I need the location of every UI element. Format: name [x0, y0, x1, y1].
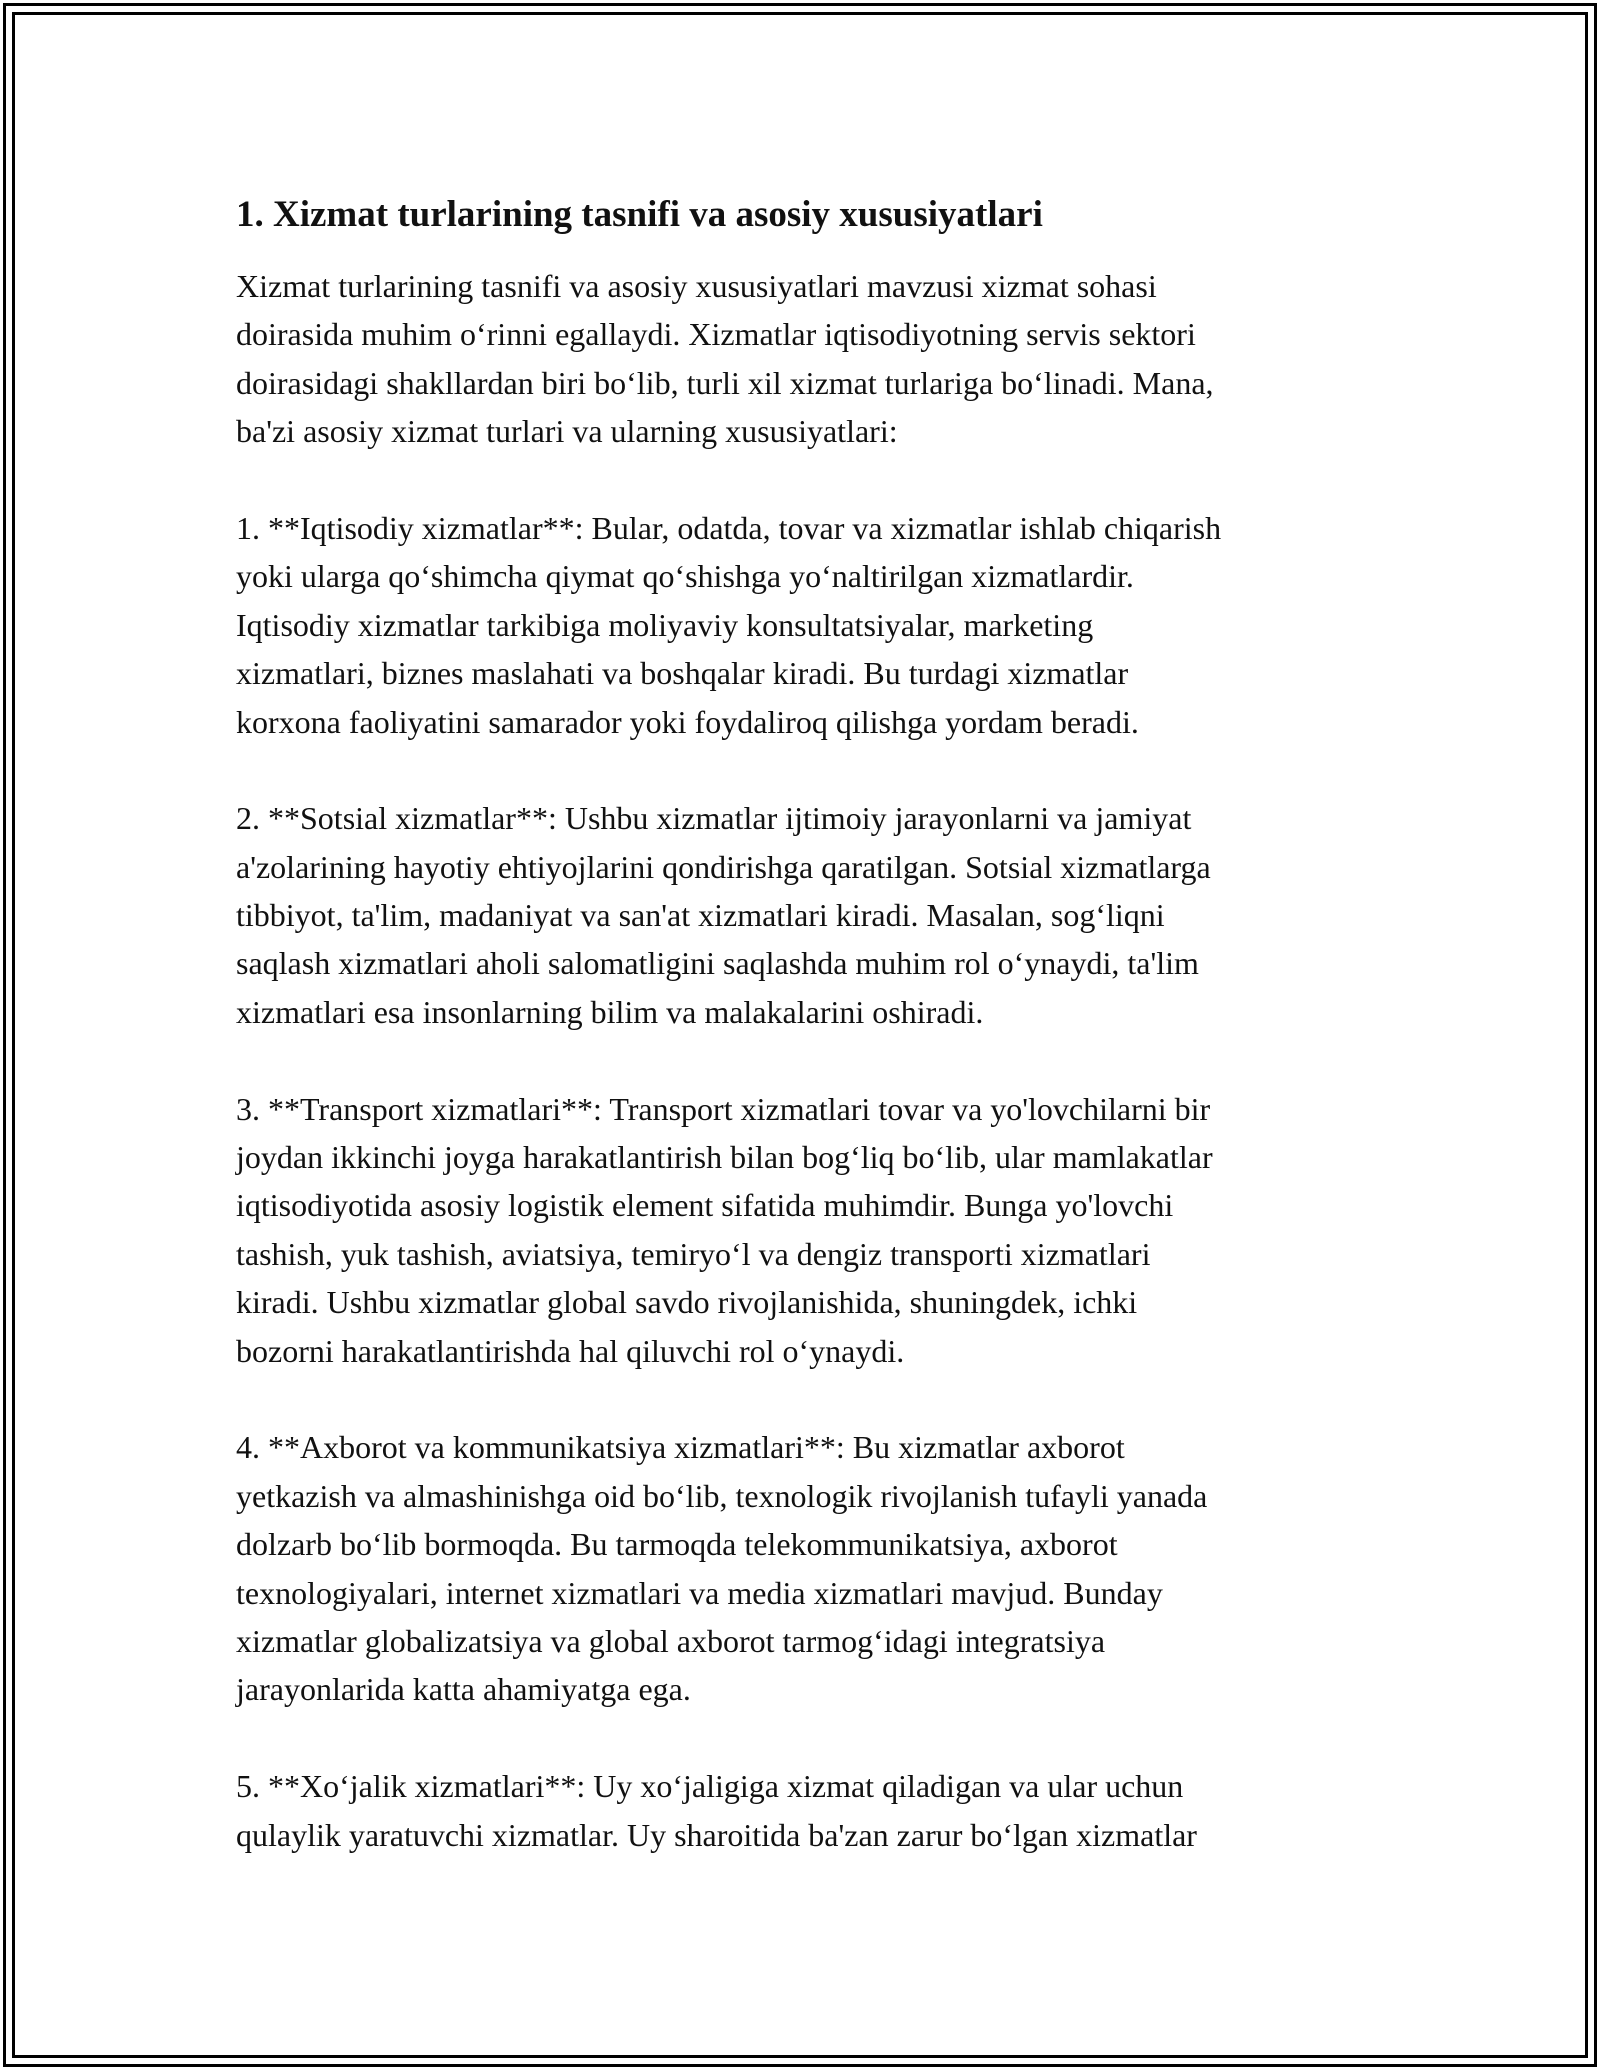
paragraph-spacer — [236, 746, 1386, 794]
paragraph — [236, 1423, 1386, 1713]
paragraph — [236, 794, 1386, 1036]
text-line: 3. **Transport xizmatlari**: Transport xizmatlari tovar va yo'lovchilarni bir — [236, 1090, 1211, 1127]
text-line: 2. **Sotsial xizmatlar**: Ushbu xizmatlar ijtimoiy jarayonlarni va jamiyat — [236, 800, 1192, 837]
paragraph — [236, 1085, 1386, 1375]
text-line: yetkazish va almashinishga oid bo‘lib, texnologik rivojlanish tufayli yanada — [236, 1477, 1208, 1514]
text-line: tibbiyot, ta'lim, madaniyat va san'at xizmatlari kiradi. Masalan, sog‘liqni — [236, 897, 1165, 934]
paragraph — [236, 504, 1386, 746]
paragraph-spacer — [236, 456, 1386, 504]
text-line: xizmatlari esa insonlarning bilim va malakalarini oshiradi. — [236, 993, 984, 1030]
document-body — [236, 262, 1386, 1859]
text-line: ba'zi asosiy xizmat turlari va ularning xususiyatlari: — [236, 413, 898, 450]
text-line: xizmatlari, biznes maslahati va boshqalar kiradi. Bu turdagi xizmatlar — [236, 655, 1129, 692]
text-line: 4. **Axborot va kommunikatsiya xizmatlari**: Bu xizmatlar axborot — [236, 1429, 1125, 1466]
text-line: Iqtisodiy xizmatlar tarkibiga moliyaviy konsultatsiyalar, marketing — [236, 606, 1094, 643]
paragraph-spacer — [236, 1375, 1386, 1423]
document-title: 1. Xizmat turlarining tasnifi va asosiy xususiyatlari — [236, 194, 1043, 235]
text-line: bozorni harakatlantirishda hal qiluvchi rol o‘ynaydi. — [236, 1332, 905, 1369]
text-line: doirasida muhim o‘rinni egallaydi. Xizmatlar iqtisodiyotning servis sektori — [236, 316, 1196, 353]
text-line: korxona faoliyatini samarador yoki foydaliroq qilishga yordam beradi. — [236, 703, 1139, 740]
text-line: dolzarb bo‘lib bormoqda. Bu tarmoqda telekommunikatsiya, axborot — [236, 1526, 1118, 1563]
text-line: joydan ikkinchi joyga harakatlantirish bilan bog‘liq bo‘lib, ular mamlakatlar — [236, 1139, 1213, 1176]
text-line: kiradi. Ushbu xizmatlar global savdo rivojlanishida, shuningdek, ichki — [236, 1284, 1138, 1321]
paragraph — [236, 262, 1386, 456]
text-line: 5. **Xo‘jalik xizmatlari**: Uy xo‘jaligiga xizmat qiladigan va ular uchun — [236, 1768, 1184, 1805]
text-line: qulaylik yaratuvchi xizmatlar. Uy sharoitida ba'zan zarur bo‘lgan xizmatlar — [236, 1816, 1197, 1853]
text-line: texnologiyalari, internet xizmatlari va media xizmatlari mavjud. Bunday — [236, 1574, 1163, 1611]
text-line: 1. **Iqtisodiy xizmatlar**: Bular, odatda, tovar va xizmatlar ishlab chiqarish — [236, 509, 1222, 546]
text-line: doirasidagi shakllardan biri bo‘lib, turli xil xizmat turlariga bo‘linadi. Mana, — [236, 364, 1214, 401]
paragraph-spacer — [236, 1714, 1386, 1762]
text-line: Xizmat turlarining tasnifi va asosiy xususiyatlari mavzusi xizmat sohasi — [236, 268, 1157, 304]
text-line: xizmatlar globalizatsiya va global axborot tarmog‘idagi integratsiya — [236, 1622, 1106, 1659]
paragraph — [236, 1762, 1386, 1859]
text-line: a'zolarining hayotiy ehtiyojlarini qondirishga qaratilgan. Sotsial xizmatlarga — [236, 848, 1211, 885]
text-line: iqtisodiyotida asosiy logistik element sifatida muhimdir. Bunga yo'lovchi — [236, 1187, 1174, 1224]
text-line: yoki ularga qo‘shimcha qiymat qo‘shishga yo‘naltirilgan xizmatlardir. — [236, 558, 1134, 595]
document-content — [236, 190, 1386, 1859]
text-line: jarayonlarida katta ahamiyatga ega. — [236, 1671, 691, 1708]
paragraph-spacer — [236, 1036, 1386, 1084]
text-line: saqlash xizmatlari aholi salomatligini saqlashda muhim rol o‘ynaydi, ta'lim — [236, 945, 1199, 982]
text-line: tashish, yuk tashish, aviatsiya, temiryo‘l va dengiz transporti xizmatlari — [236, 1235, 1151, 1272]
